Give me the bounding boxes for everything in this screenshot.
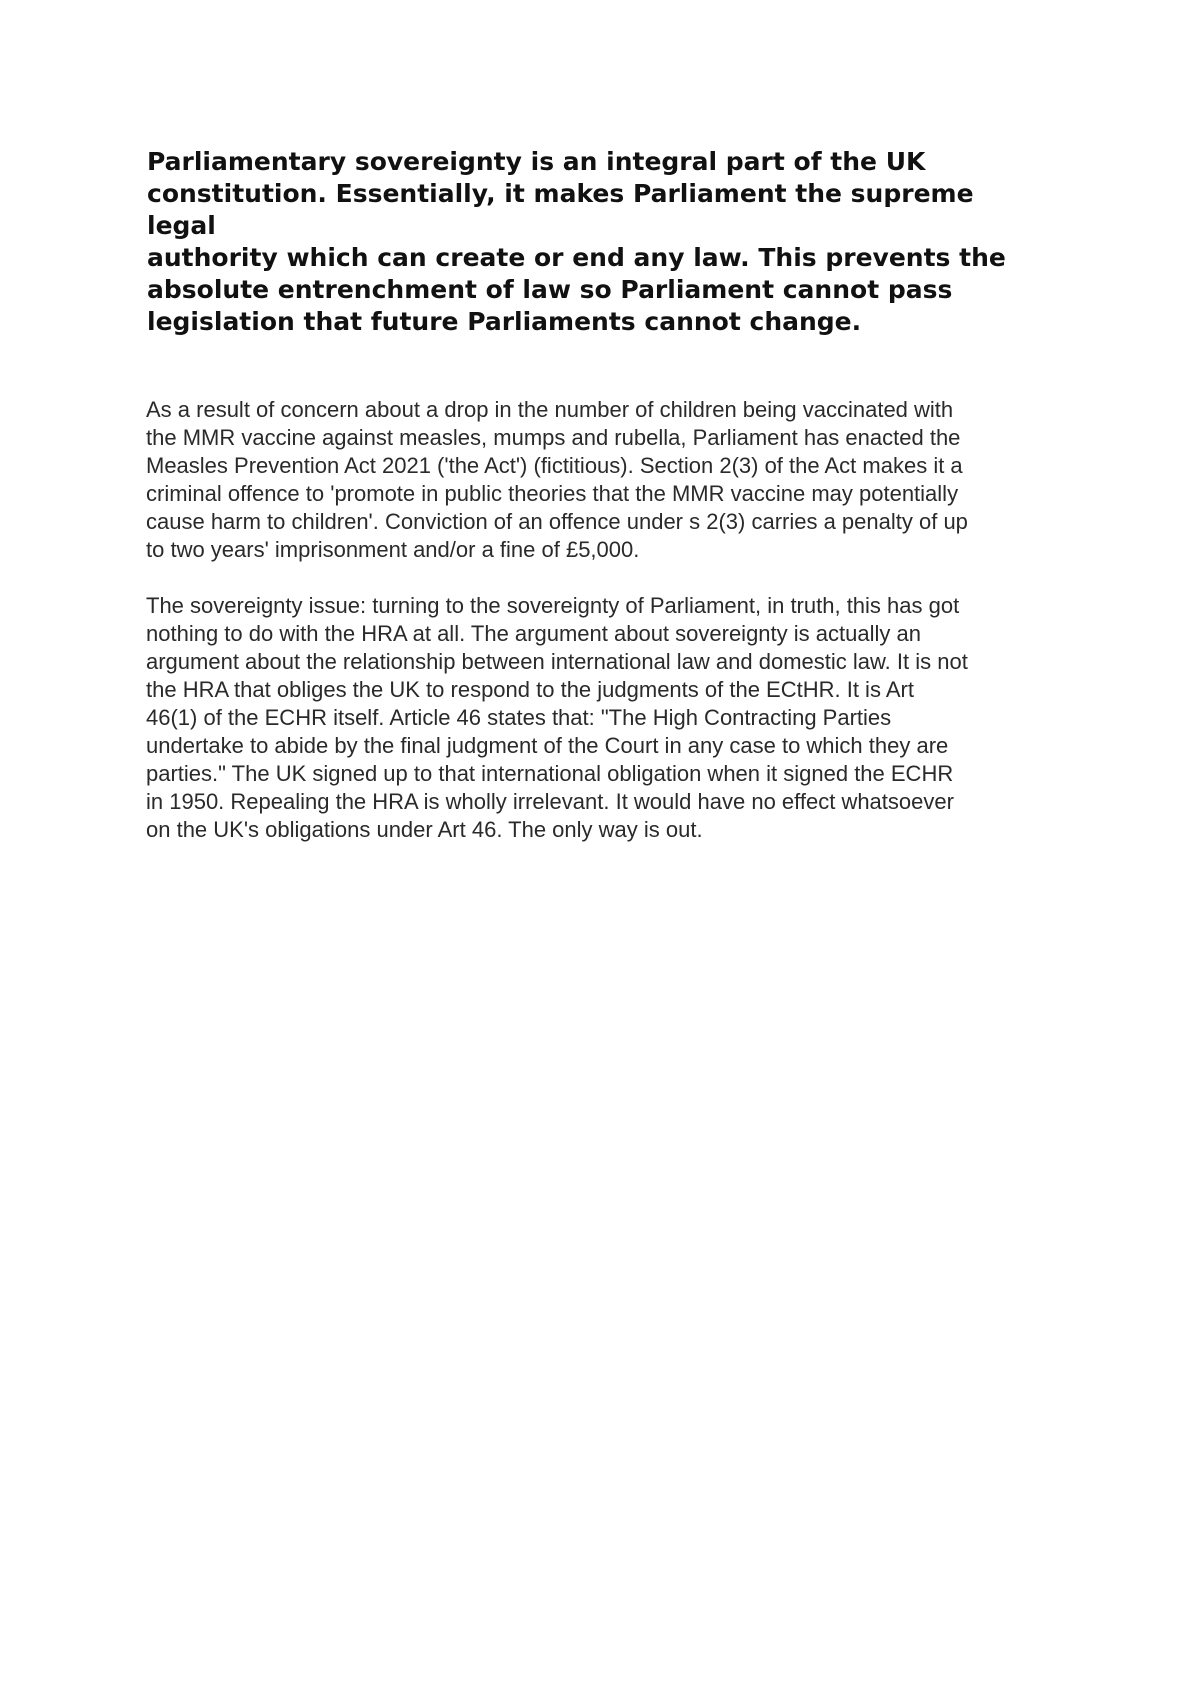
- document-heading: Parliamentary sovereignty is an integral part of the UK constitution. Essentially, it makes Parliament the supreme legal authority which can create or end any law. This prevents the absolute entrenchment of law so Parliament cannot pass legislation that future Parliaments cannot change.: [147, 147, 1006, 336]
- body-paragraph-2: The sovereignty issue: turning to the sovereignty of Parliament, in truth, this has got nothing to do with the HRA at all. The argument about sovereignty is actually an argument about the relationship between international law and domestic law. It is not the HRA that obliges the UK to respond to the judgments of the ECtHR. It is Art 46(1) of the ECHR itself. Article 46 states that: "The High Contracting Parties undertake to abide by the final judgment of the Court in any case to which they are parties." The UK signed up to that international obligation when it signed the ECHR in 1950. Repealing the HRA is wholly irrelevant. It would have no effect whatsoever on the UK's obligations under Art 46. The only way is out.: [146, 593, 968, 842]
- body-paragraph-1: As a result of concern about a drop in the number of children being vaccinated with the MMR vaccine against measles, mumps and rubella, Parliament has enacted the Measles Prevention Act 2021 ('the Act') (fictitious). Section 2(3) of the Act makes it a criminal offence to 'promote in public theories that the MMR vaccine may potentially cause harm to children'. Conviction of an offence under s 2(3) carries a penalty of up to two years' imprisonment and/or a fine of £5,000.: [146, 397, 968, 562]
